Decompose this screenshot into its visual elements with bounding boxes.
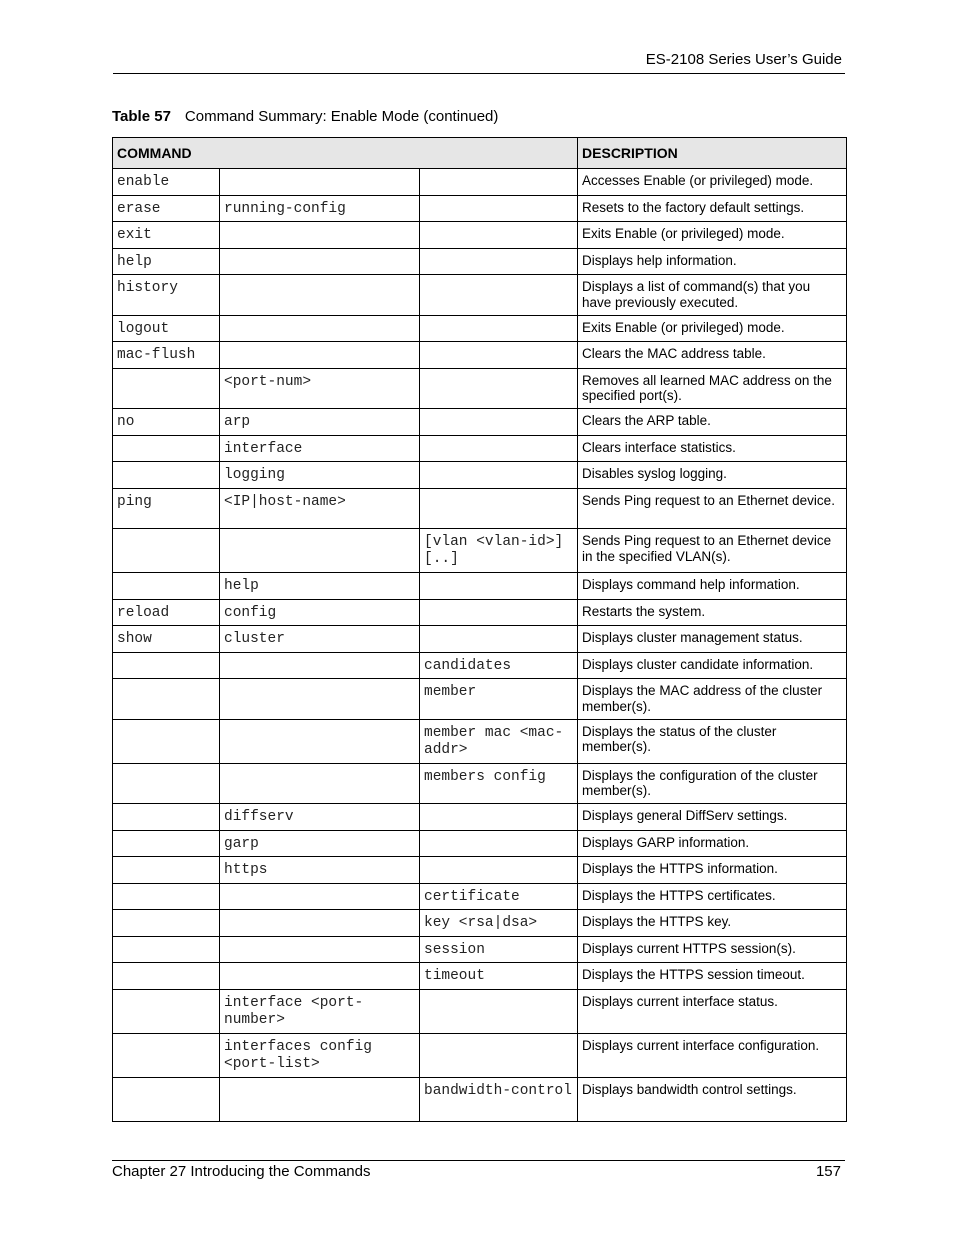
option-cell: member — [420, 679, 578, 720]
running-header: ES-2108 Series User’s Guide — [645, 51, 842, 68]
option-cell — [420, 626, 578, 653]
option-cell: key <rsa|dsa> — [420, 910, 578, 937]
table-row — [113, 626, 847, 653]
column-header-description: DESCRIPTION — [578, 138, 847, 169]
table-row — [113, 936, 847, 963]
footer-chapter: Chapter 27 Introducing the Commands — [112, 1163, 371, 1180]
subcommand-cell: diffserv — [220, 804, 420, 831]
table-row — [113, 342, 847, 369]
table-row — [113, 679, 847, 720]
option-cell — [420, 462, 578, 489]
table-row — [113, 599, 847, 626]
table-row — [113, 989, 847, 1033]
command-cell — [113, 652, 220, 679]
option-cell: candidates — [420, 652, 578, 679]
table-row — [113, 529, 847, 573]
description-cell: Exits Enable (or privileged) mode. — [578, 222, 847, 249]
table-row — [113, 315, 847, 342]
command-cell — [113, 830, 220, 857]
command-cell — [113, 529, 220, 573]
description-cell: Restarts the system. — [578, 599, 847, 626]
description-cell: Displays the HTTPS information. — [578, 857, 847, 884]
command-cell: mac-flush — [113, 342, 220, 369]
description-cell: Displays the HTTPS certificates. — [578, 883, 847, 910]
table-row — [113, 963, 847, 990]
description-cell: Displays general DiffServ settings. — [578, 804, 847, 831]
option-cell: [vlan <vlan-id>][..] — [420, 529, 578, 573]
table-row — [113, 573, 847, 600]
command-cell — [113, 763, 220, 804]
option-cell — [420, 315, 578, 342]
table-row — [113, 222, 847, 249]
subcommand-cell — [220, 963, 420, 990]
subcommand-cell: <port-num> — [220, 368, 420, 409]
option-cell — [420, 573, 578, 600]
description-cell: Sends Ping request to an Ethernet device. — [578, 488, 847, 529]
option-cell — [420, 989, 578, 1033]
command-cell — [113, 963, 220, 990]
command-cell — [113, 435, 220, 462]
description-cell: Clears the ARP table. — [578, 409, 847, 436]
option-cell — [420, 1033, 578, 1077]
table-caption — [112, 108, 498, 125]
description-cell: Displays current interface configuration. — [578, 1033, 847, 1077]
subcommand-cell — [220, 910, 420, 937]
description-cell: Displays command help information. — [578, 573, 847, 600]
option-cell — [420, 409, 578, 436]
table-row — [113, 763, 847, 804]
option-cell: certificate — [420, 883, 578, 910]
command-cell — [113, 804, 220, 831]
table-body — [113, 169, 847, 1122]
table-row — [113, 857, 847, 884]
table-row — [113, 652, 847, 679]
subcommand-cell — [220, 1077, 420, 1121]
option-cell: member mac <mac-addr> — [420, 719, 578, 763]
table-row — [113, 1077, 847, 1121]
command-summary-table — [112, 137, 847, 1122]
description-cell: Displays the status of the cluster member(s). — [578, 719, 847, 763]
column-header-command: COMMAND — [113, 138, 578, 169]
option-cell — [420, 488, 578, 529]
subcommand-cell — [220, 763, 420, 804]
description-cell: Displays GARP information. — [578, 830, 847, 857]
table-row — [113, 1033, 847, 1077]
command-cell: reload — [113, 599, 220, 626]
subcommand-cell: interface — [220, 435, 420, 462]
table-row — [113, 275, 847, 316]
command-cell — [113, 857, 220, 884]
description-cell: Accesses Enable (or privileged) mode. — [578, 169, 847, 196]
option-cell — [420, 804, 578, 831]
description-cell: Displays the HTTPS session timeout. — [578, 963, 847, 990]
description-cell: Disables syslog logging. — [578, 462, 847, 489]
command-cell: help — [113, 248, 220, 275]
subcommand-cell — [220, 342, 420, 369]
description-cell: Displays the HTTPS key. — [578, 910, 847, 937]
option-cell: members config — [420, 763, 578, 804]
subcommand-cell: interfaces config <port-list> — [220, 1033, 420, 1077]
table-row — [113, 435, 847, 462]
subcommand-cell — [220, 169, 420, 196]
description-cell: Displays a list of command(s) that you have previously executed. — [578, 275, 847, 316]
subcommand-cell: interface <port-number> — [220, 989, 420, 1033]
command-cell: erase — [113, 195, 220, 222]
description-cell: Clears the MAC address table. — [578, 342, 847, 369]
subcommand-cell — [220, 719, 420, 763]
command-cell: logout — [113, 315, 220, 342]
command-cell — [113, 679, 220, 720]
description-cell: Removes all learned MAC address on the specified port(s). — [578, 368, 847, 409]
option-cell — [420, 599, 578, 626]
subcommand-cell: logging — [220, 462, 420, 489]
command-cell — [113, 883, 220, 910]
subcommand-cell: config — [220, 599, 420, 626]
subcommand-cell — [220, 652, 420, 679]
description-cell: Displays cluster candidate information. — [578, 652, 847, 679]
option-cell: session — [420, 936, 578, 963]
command-cell: history — [113, 275, 220, 316]
description-cell: Displays bandwidth control settings. — [578, 1077, 847, 1121]
option-cell — [420, 195, 578, 222]
description-cell: Exits Enable (or privileged) mode. — [578, 315, 847, 342]
option-cell — [420, 169, 578, 196]
command-cell — [113, 910, 220, 937]
description-cell: Displays the configuration of the cluster member(s). — [578, 763, 847, 804]
table-row — [113, 910, 847, 937]
table-row — [113, 462, 847, 489]
table-caption-text: Command Summary: Enable Mode (continued) — [184, 108, 499, 125]
table-row — [113, 883, 847, 910]
table-row — [113, 488, 847, 529]
description-cell: Displays the MAC address of the cluster member(s). — [578, 679, 847, 720]
subcommand-cell — [220, 936, 420, 963]
table-row — [113, 804, 847, 831]
command-cell — [113, 989, 220, 1033]
command-cell — [113, 719, 220, 763]
description-cell: Displays cluster management status. — [578, 626, 847, 653]
subcommand-cell — [220, 679, 420, 720]
subcommand-cell — [220, 883, 420, 910]
command-cell: ping — [113, 488, 220, 529]
command-cell: show — [113, 626, 220, 653]
description-cell: Displays help information. — [578, 248, 847, 275]
subcommand-cell — [220, 248, 420, 275]
subcommand-cell — [220, 315, 420, 342]
option-cell — [420, 342, 578, 369]
description-cell: Displays current interface status. — [578, 989, 847, 1033]
subcommand-cell — [220, 529, 420, 573]
option-cell — [420, 435, 578, 462]
description-cell: Displays current HTTPS session(s). — [578, 936, 847, 963]
option-cell — [420, 248, 578, 275]
option-cell — [420, 857, 578, 884]
subcommand-cell — [220, 275, 420, 316]
table-row — [113, 195, 847, 222]
option-cell: timeout — [420, 963, 578, 990]
table-row — [113, 248, 847, 275]
description-cell: Resets to the factory default settings. — [578, 195, 847, 222]
command-cell — [113, 573, 220, 600]
table-row — [113, 719, 847, 763]
table-number: Table 57 — [112, 108, 171, 125]
table-row — [113, 409, 847, 436]
header-rule — [113, 73, 845, 74]
description-cell: Clears interface statistics. — [578, 435, 847, 462]
subcommand-cell: help — [220, 573, 420, 600]
option-cell — [420, 222, 578, 249]
command-cell — [113, 936, 220, 963]
command-cell: enable — [113, 169, 220, 196]
option-cell — [420, 830, 578, 857]
option-cell: bandwidth-control — [420, 1077, 578, 1121]
subcommand-cell — [220, 222, 420, 249]
command-cell — [113, 368, 220, 409]
option-cell — [420, 275, 578, 316]
subcommand-cell: <IP|host-name> — [220, 488, 420, 529]
subcommand-cell: running-config — [220, 195, 420, 222]
command-cell — [113, 462, 220, 489]
subcommand-cell: arp — [220, 409, 420, 436]
command-cell — [113, 1077, 220, 1121]
table-row — [113, 368, 847, 409]
table-row — [113, 830, 847, 857]
subcommand-cell: cluster — [220, 626, 420, 653]
table-row — [113, 169, 847, 196]
footer-rule — [112, 1160, 845, 1161]
option-cell — [420, 368, 578, 409]
subcommand-cell: https — [220, 857, 420, 884]
page-number: 157 — [815, 1163, 841, 1180]
description-cell: Sends Ping request to an Ethernet device in the specified VLAN(s). — [578, 529, 847, 573]
subcommand-cell: garp — [220, 830, 420, 857]
command-cell: exit — [113, 222, 220, 249]
table-header-row — [113, 138, 847, 169]
command-cell — [113, 1033, 220, 1077]
command-cell: no — [113, 409, 220, 436]
